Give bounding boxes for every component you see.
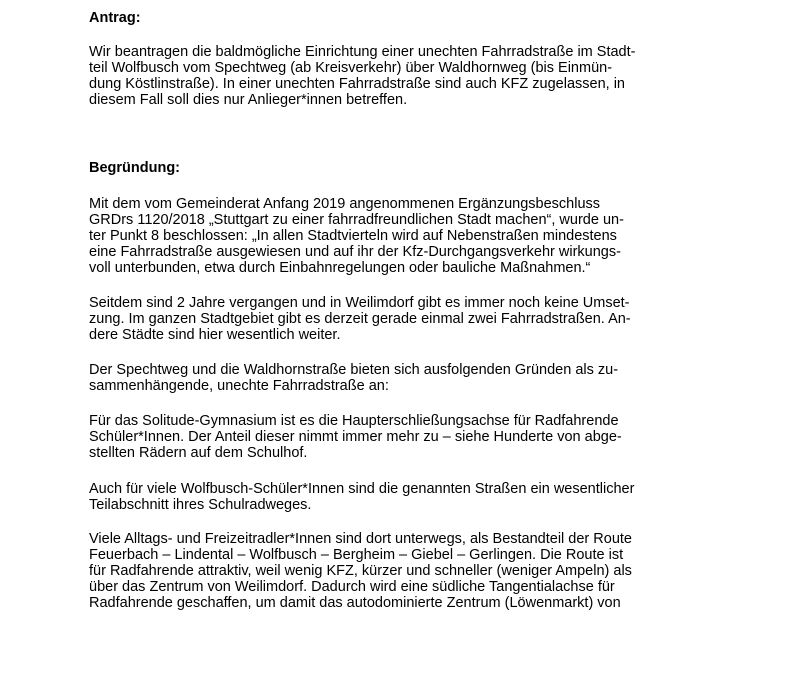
paragraph-line: GRDrs 1120/2018 „Stuttgart zu einer fahrradfreundlichen Stadt machen“, wurde un- <box>89 212 624 228</box>
paragraph-line: stellten Rädern auf dem Schulhof. <box>89 445 308 461</box>
paragraph-line: für Radfahrende attraktiv, weil wenig KFZ, kürzer und schneller (weniger Ampeln) als <box>89 563 632 579</box>
heading-antrag: Antrag: <box>89 10 141 26</box>
heading-begruendung: Begründung: <box>89 160 181 176</box>
paragraph-line: sammenhängende, unechte Fahrradstraße an: <box>89 378 389 394</box>
paragraph-line: Seitdem sind 2 Jahre vergangen und in Weilimdorf gibt es immer noch keine Umset- <box>89 295 630 311</box>
paragraph-line: Der Spechtweg und die Waldhornstraße bieten sich ausfolgenden Gründen als zu- <box>89 362 619 378</box>
paragraph-line: Auch für viele Wolfbusch-Schüler*Innen sind die genannten Straßen ein wesentlicher <box>89 481 635 497</box>
begruendung-paragraph-4 <box>89 413 622 461</box>
antrag-paragraph <box>89 44 635 108</box>
paragraph-line: Wir beantragen die baldmögliche Einrichtung einer unechten Fahrradstraße im Stadt- <box>89 44 636 60</box>
paragraph-line: zung. Im ganzen Stadtgebiet gibt es derzeit gerade einmal zwei Fahrradstraßen. An- <box>89 311 631 327</box>
paragraph-line: Feuerbach – Lindental – Wolfbusch – Bergheim – Giebel – Gerlingen. Die Route ist <box>89 547 624 563</box>
paragraph-line: Teilabschnitt ihres Schulradweges. <box>89 497 312 513</box>
paragraph-line: eine Fahrradstraße ausgewiesen und auf ihr der Kfz-Durchgangsverkehr wirkungs- <box>89 244 621 260</box>
paragraph-line: Mit dem vom Gemeinderat Anfang 2019 angenommenen Ergänzungsbeschluss <box>89 196 601 212</box>
paragraph-line: Viele Alltags- und Freizeitradler*Innen sind dort unterwegs, als Bestandteil der Route <box>89 531 632 547</box>
paragraph-line: dere Städte sind hier wesentlich weiter. <box>89 327 341 343</box>
begruendung-paragraph-2 <box>89 295 631 343</box>
begruendung-paragraph-5 <box>89 481 634 513</box>
paragraph-line: diesem Fall soll dies nur Anlieger*innen betreffen. <box>89 92 408 108</box>
paragraph-line: voll unterbunden, etwa durch Einbahnregelungen oder bauliche Maßnahmen.“ <box>89 260 591 276</box>
paragraph-line: Für das Solitude-Gymnasium ist es die Haupterschließungsachse für Radfahrende <box>89 413 619 429</box>
begruendung-paragraph-1 <box>89 196 624 276</box>
paragraph-line: ter Punkt 8 beschlossen: „In allen Stadtvierteln wird auf Nebenstraßen mindestens <box>89 228 617 244</box>
paragraph-line: dung Köstlinstraße). In einer unechten Fahrradstraße sind auch KFZ zugelassen, in <box>89 76 625 92</box>
paragraph-line: Schüler*Innen. Der Anteil dieser nimmt immer mehr zu – siehe Hunderte von abge- <box>89 429 622 445</box>
paragraph-line: über das Zentrum von Weilimdorf. Dadurch wird eine südliche Tangentialachse für <box>89 579 615 595</box>
begruendung-paragraph-6 <box>89 531 632 611</box>
begruendung-paragraph-3 <box>89 362 618 394</box>
paragraph-line: Radfahrende geschaffen, um damit das autodominierte Zentrum (Löwenmarkt) von <box>89 595 621 611</box>
paragraph-line: teil Wolfbusch vom Spechtweg (ab Kreisverkehr) über Waldhornweg (bis Einmün- <box>89 60 613 76</box>
